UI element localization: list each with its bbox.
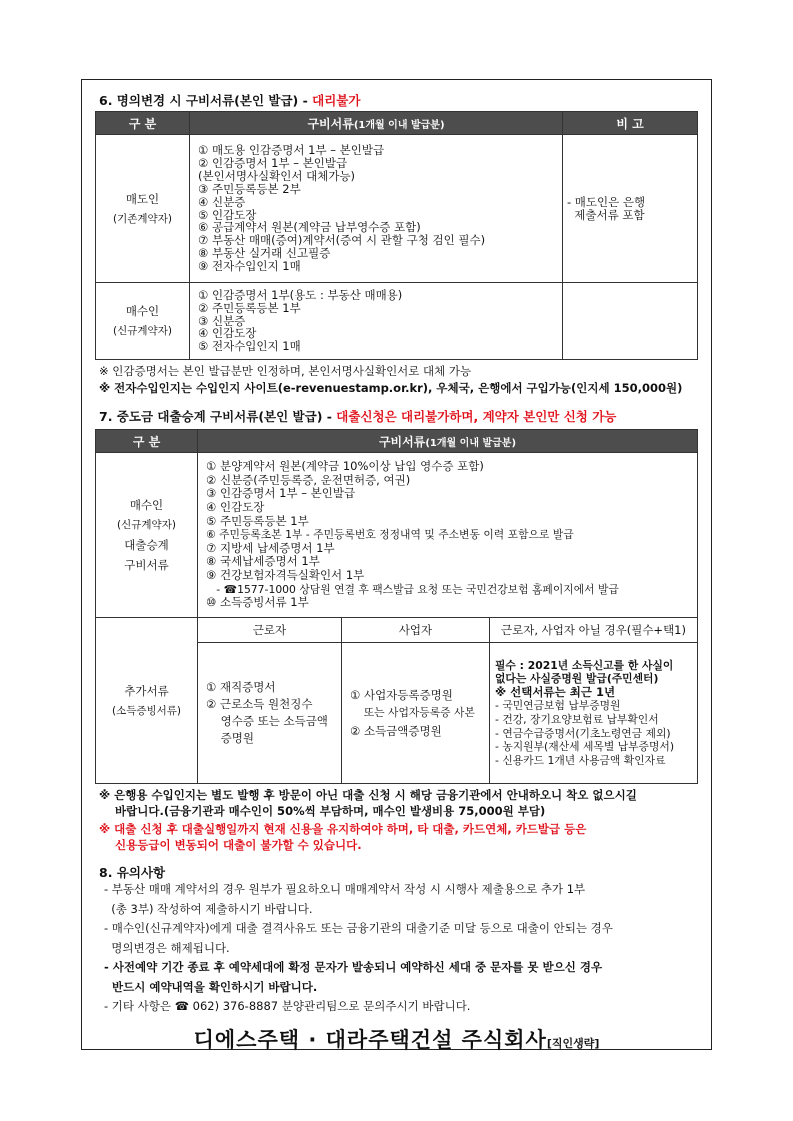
s8-line-1: - 부동산 매매 계약서의 경우 원부가 필요하오니 매매계약서 작성 시 시행사 제출용으로 추가 1부 [104,882,586,896]
company-footer: 디에스주택 · 대라주택건설 주식회사[직인생략] [193,1028,600,1052]
section7-warning-1: ※ 대출 신청 후 대출실행일까지 현재 신용을 유지하여야 하며, 타 대출, 카드연체, 카드발급 등은 [99,822,587,836]
buyer-label: 매수인 (신규계약자) [96,283,190,360]
s7-buyer-label: 매수인 (신규계약자) 대출승계 구비서류 [96,453,198,618]
seller-doc-list: ① 매도용 인감증명서 1부 – 본인발급 ② 인감증명서 1부 – 본인발급 (본인서명사실확인서 대체가능) ③ 주민등록등본 2부 ④ 신분증 ⑤ 인감도장 ⑥ 공급계약서 원본(계약금 납부영수증 포함) ⑦ 부동산 매매(증여)계약서(증여 시 관할 구청 검인 필수) ⑧ 부동산 실거래 신고필증 ⑨ 전자수입인지 1매 [190,135,563,283]
seal-note: [직인생략] [546,1037,600,1050]
section8-title: 8. 유의사항 [99,865,166,880]
section6-title: 6. 명의변경 시 구비서류(본인 발급) - 대리불가 [99,93,361,108]
section7-table [95,429,698,784]
worker-docs: ① 재직증명서 ② 근로소득 원천징수 영수증 또는 소득금액 증명원 [198,643,342,784]
s8-line-6: 반드시 예약내역을 확인하시기 바랍니다. [104,980,318,994]
header-category: 구 분 [96,112,190,135]
section6-table [95,111,698,360]
s8-line-4: 명의변경은 해제됩니다. [104,941,230,955]
other-docs: 필수 : 2021년 소득신고를 한 사실이 없다는 사실증명원 발급(주민센터) ※ 선택서류는 최근 1년 - 국민연금보험 납부증명원 - 건강, 장기요양보험료 납부확인서 - 연금수급증명서(기초노령연금 제외) - 농지원부(재산세 세목별 납부증명서) - 신용카드 1개년 사용금액 확인자료 [490,643,698,784]
s8-line-7: - 기타 사항은 ☎ 062) 376-8887 분양관리팀으로 문의주시기 바랍니다. [104,999,471,1013]
section7-note-2: 바랍니다.(금융기관과 매수인이 50%씩 부담하며, 매수인 발생비용 75,000원 부담) [99,804,546,818]
s7-extra-label: 추가서류 (소득증빙서류) [96,618,198,784]
col-business: 사업자 [342,618,490,643]
header-remark: 비 고 [563,112,698,135]
s8-line-3: - 매수인(신규계약자)에게 대출 결격사유도 또는 금융기관의 대출기준 미달 등으로 대출이 안되는 경우 [104,921,613,935]
section6-note-2: ※ 전자수입인지는 수입인지 사이트(e-revenuestamp.or.kr), 우체국, 은행에서 구입가능(인지세 150,000원) [99,381,683,395]
section6-note-1: ※ 인감증명서는 본인 발급분만 인정하며, 본인서명사실확인서로 대체 가능 [99,364,472,378]
header-docs: 구비서류(1개월 이내 발급분) [190,112,563,135]
s7-buyer-doc-list: ① 분양계약서 원본(계약금 10%이상 납입 영수증 포함) ② 신분증(주민등록증, 운전면허증, 여권) ③ 인감증명서 1부 – 본인발급 ④ 인감도장 ⑤ 주민등록등본 1부 ⑥ 주민등록초본 1부 - 주민등록번호 정정내역 및 주소변동 이력 포함으로 발급 ⑦ 지방세 납세증명서 1부 ⑧ 국세납세증명서 1부 ⑨ 건강보험자격득실확인서 1부 - ☎1577-1000 상담원 연결 후 팩스발급 요청 또는 국민건강보험 홈페이지에서 발급 ⑩ 소득증빙서류 1부 [198,453,698,618]
s7-header-docs: 구비서류(1개월 이내 발급분) [198,430,698,453]
col-other: 근로자, 사업자 아닐 경우(필수+택1) [490,618,698,643]
seller-remark: - 매도인은 은행 제출서류 포함 [563,135,698,283]
col-worker: 근로자 [198,618,342,643]
seller-label: 매도인 (기존계약자) [96,135,190,283]
section7-warning-2: 신용등급이 변동되어 대출이 불가할 수 있습니다. [99,838,362,852]
s7-header-category: 구 분 [96,430,198,453]
s8-line-2: (총 3부) 작성하여 제출하시기 바랍니다. [104,902,313,916]
business-docs: ① 사업자등록증명원 또는 사업자등록증 사본 ② 소득금액증명원 [342,643,490,784]
buyer-doc-list: ① 인감증명서 1부(용도 : 부동산 매매용) ② 주민등록등본 1부 ③ 신분증 ④ 인감도장 ⑤ 전자수입인지 1매 [190,283,563,360]
section7-note-1: ※ 은행용 수입인지는 별도 발행 후 방문이 아닌 대출 신청 시 해당 금융기관에서 안내하오니 착오 없으시길 [99,788,637,802]
section7-title: 7. 중도금 대출승계 구비서류(본인 발급) - 대출신청은 대리불가하며, 계약자 본인만 신청 가능 [99,409,617,424]
buyer-remark [563,283,698,360]
s8-line-5: - 사전예약 기간 종료 후 예약세대에 확정 문자가 발송되니 예약하신 세대 중 문자를 못 받으신 경우 [104,960,603,974]
